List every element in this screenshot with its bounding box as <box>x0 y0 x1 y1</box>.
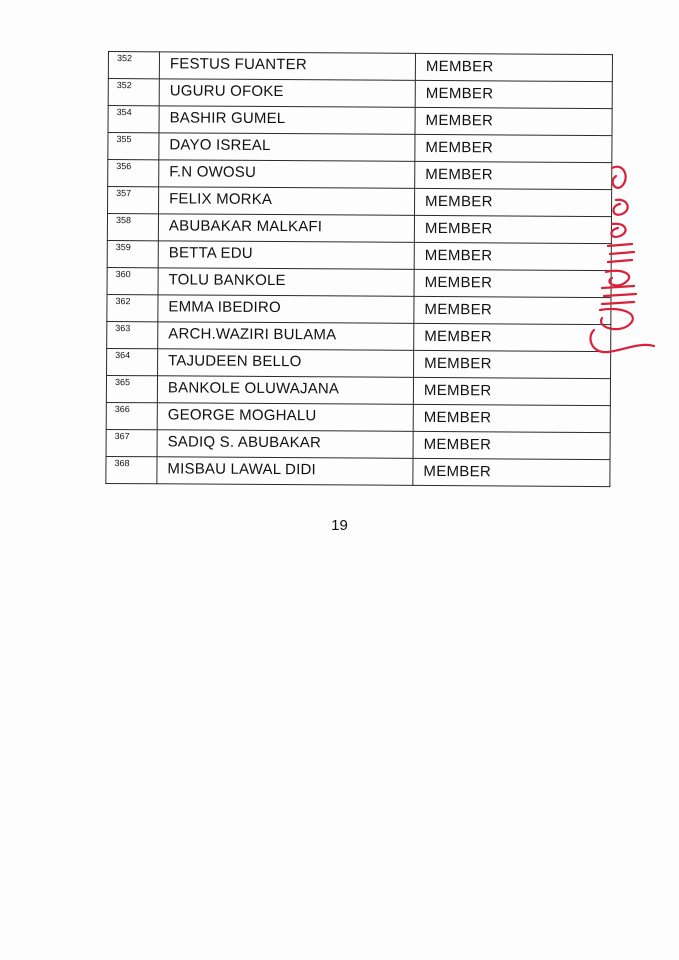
member-role: MEMBER <box>415 161 612 189</box>
member-name: UGURU OFOKE <box>159 79 415 108</box>
row-number: 367 <box>106 429 157 456</box>
table-row <box>107 348 611 378</box>
member-table-body <box>106 52 613 487</box>
member-name: MISBAU LAWAL DIDI <box>157 457 413 486</box>
member-name: BANKOLE OLUWAJANA <box>157 376 413 405</box>
member-role: MEMBER <box>414 269 611 297</box>
row-number: 368 <box>106 456 157 483</box>
row-number: 366 <box>106 402 157 429</box>
table-row <box>107 294 611 324</box>
member-role: MEMBER <box>415 53 612 81</box>
table-row <box>107 267 611 297</box>
table-row <box>108 133 612 163</box>
row-number: 358 <box>107 214 158 241</box>
row-number: 357 <box>108 187 159 214</box>
row-number: 356 <box>108 160 159 187</box>
member-name: F.N OWOSU <box>159 160 415 189</box>
table-row <box>107 240 611 270</box>
row-number: 365 <box>106 375 157 402</box>
table-row <box>106 402 610 432</box>
table-row <box>108 79 612 109</box>
member-role: MEMBER <box>413 431 610 459</box>
member-name: TOLU BANKOLE <box>158 268 414 297</box>
member-role: MEMBER <box>414 323 611 351</box>
member-name: FELIX MORKA <box>159 187 415 216</box>
member-role: MEMBER <box>413 377 610 405</box>
table-row <box>106 429 610 459</box>
table-row <box>106 375 610 405</box>
table-row <box>107 321 611 351</box>
row-number: 354 <box>108 106 159 133</box>
row-number: 352 <box>108 52 159 79</box>
member-name: FESTUS FUANTER <box>159 52 415 81</box>
row-number: 355 <box>108 133 159 160</box>
member-role: MEMBER <box>414 296 611 324</box>
member-role: MEMBER <box>414 242 611 270</box>
table-row <box>108 187 612 217</box>
member-role: MEMBER <box>415 107 612 135</box>
row-number: 363 <box>107 321 158 348</box>
table-row <box>107 214 611 244</box>
member-role: MEMBER <box>415 80 612 108</box>
table-row <box>108 160 612 190</box>
member-name: DAYO ISREAL <box>159 133 415 162</box>
member-role: MEMBER <box>414 215 611 243</box>
handwritten-signature <box>582 160 662 360</box>
member-name: SADIQ S. ABUBAKAR <box>157 430 413 459</box>
table-row <box>106 456 610 486</box>
member-name: BETTA EDU <box>158 241 414 270</box>
member-role: MEMBER <box>414 350 611 378</box>
member-name: ABUBAKAR MALKAFI <box>158 214 414 243</box>
page-number: 19 <box>331 517 348 534</box>
row-number: 360 <box>107 267 158 294</box>
member-role: MEMBER <box>413 404 610 432</box>
member-table <box>105 51 613 487</box>
member-name: EMMA IBEDIRO <box>158 295 414 324</box>
member-name: TAJUDEEN BELLO <box>158 349 414 378</box>
table-row <box>108 106 612 136</box>
member-role: MEMBER <box>415 188 612 216</box>
row-number: 359 <box>107 240 158 267</box>
member-role: MEMBER <box>415 134 612 162</box>
member-name: ARCH.WAZIRI BULAMA <box>158 322 414 351</box>
member-role: MEMBER <box>413 458 610 486</box>
row-number: 364 <box>107 348 158 375</box>
member-name: GEORGE MOGHALU <box>157 403 413 432</box>
table-row <box>108 52 612 82</box>
row-number: 362 <box>107 294 158 321</box>
member-name: BASHIR GUMEL <box>159 106 415 135</box>
row-number: 352 <box>108 79 159 106</box>
